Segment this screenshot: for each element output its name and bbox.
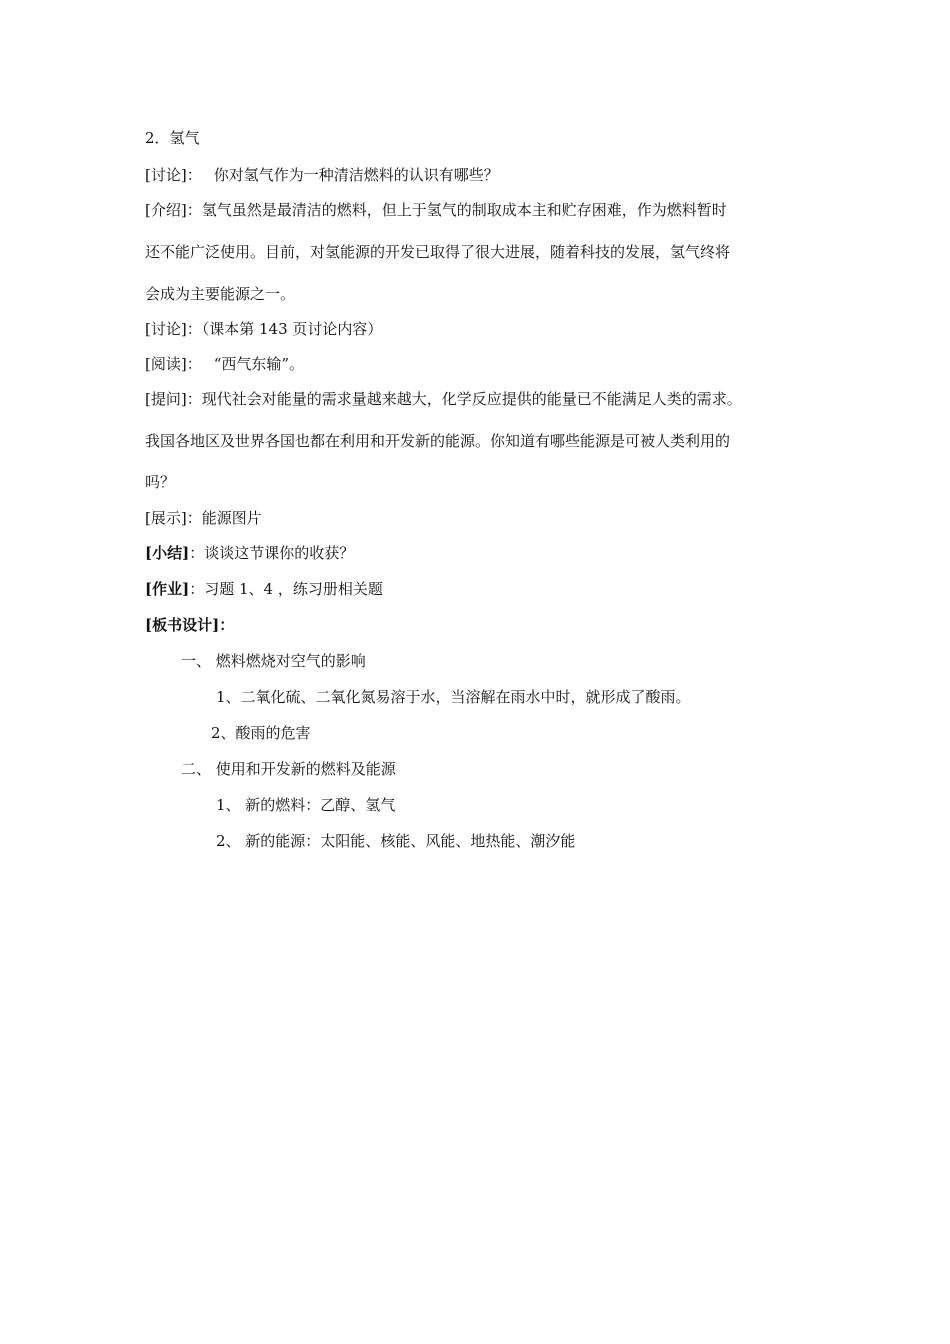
question-text-1: 现代社会对能量的需求量越来越大，化学反应提供的能量已不能满足人类的需求。 [201, 390, 742, 408]
board-design-heading: [板书设计]： [145, 616, 235, 634]
section-heading: 2．氢气 [145, 129, 200, 147]
homework-tag: [作业] [145, 580, 190, 598]
discussion-paragraph-1 [145, 165, 499, 185]
discussion-paragraph-2 [145, 319, 382, 339]
reading-text: “西气东输”。 [213, 355, 305, 373]
intro-line-2: 还不能广泛使用。目前，对氢能源的开发已取得了很大进展，随着科技的发展，氢气终将 [145, 243, 731, 261]
board-part-1-title: 一、 燃料燃烧对空气的影响 [181, 652, 366, 670]
board-part-1-item-1: 1、二氧化硫、二氧化氮易溶于水，当溶解在雨水中时，就形成了酸雨。 [216, 688, 691, 706]
intro-text-1: 氢气虽然是最清洁的燃料，但上于氢气的制取成本主和贮存困难，作为燃料暂时 [201, 201, 727, 219]
discussion-tag: [讨论]： [145, 320, 202, 338]
reading-paragraph [145, 354, 304, 374]
question-line-1 [145, 389, 742, 409]
display-text: 能源图片 [201, 509, 262, 527]
board-part-2-title: 二、 使用和开发新的燃料及能源 [181, 760, 396, 778]
discussion-tag: [讨论]： [145, 166, 202, 184]
reading-tag: [阅读]： [145, 355, 202, 373]
summary-tag: [小结] [145, 544, 190, 562]
question-line-3: 吗？ [145, 473, 176, 491]
intro-tag: [介绍]： [145, 201, 202, 219]
question-tag: [提问]： [145, 390, 202, 408]
summary-text: ：谈谈这节课你的收获？ [189, 544, 355, 562]
intro-line-3: 会成为主要能源之一。 [145, 285, 296, 303]
board-part-2-item-2: 2、 新的能源：太阳能、核能、风能、地热能、潮汐能 [216, 832, 576, 850]
display-paragraph [145, 508, 262, 528]
board-part-2-item-1: 1、 新的燃料：乙醇、氢气 [216, 796, 396, 814]
display-tag: [展示]： [145, 509, 202, 527]
homework-paragraph [145, 579, 383, 599]
discussion-text: 你对氢气作为一种清洁燃料的认识有哪些？ [213, 166, 499, 184]
discussion-text: （课本第 143 页讨论内容） [201, 320, 383, 338]
question-line-2: 我国各地区及世界各国也都在利用和开发新的能源。你知道有哪些能源是可被人类利用的 [145, 432, 731, 450]
intro-line-1 [145, 200, 727, 220]
summary-paragraph [145, 543, 354, 563]
homework-text: ：习题 1、4 ，练习册相关题 [189, 580, 383, 598]
board-part-1-item-2: 2、酸雨的危害 [211, 724, 311, 742]
